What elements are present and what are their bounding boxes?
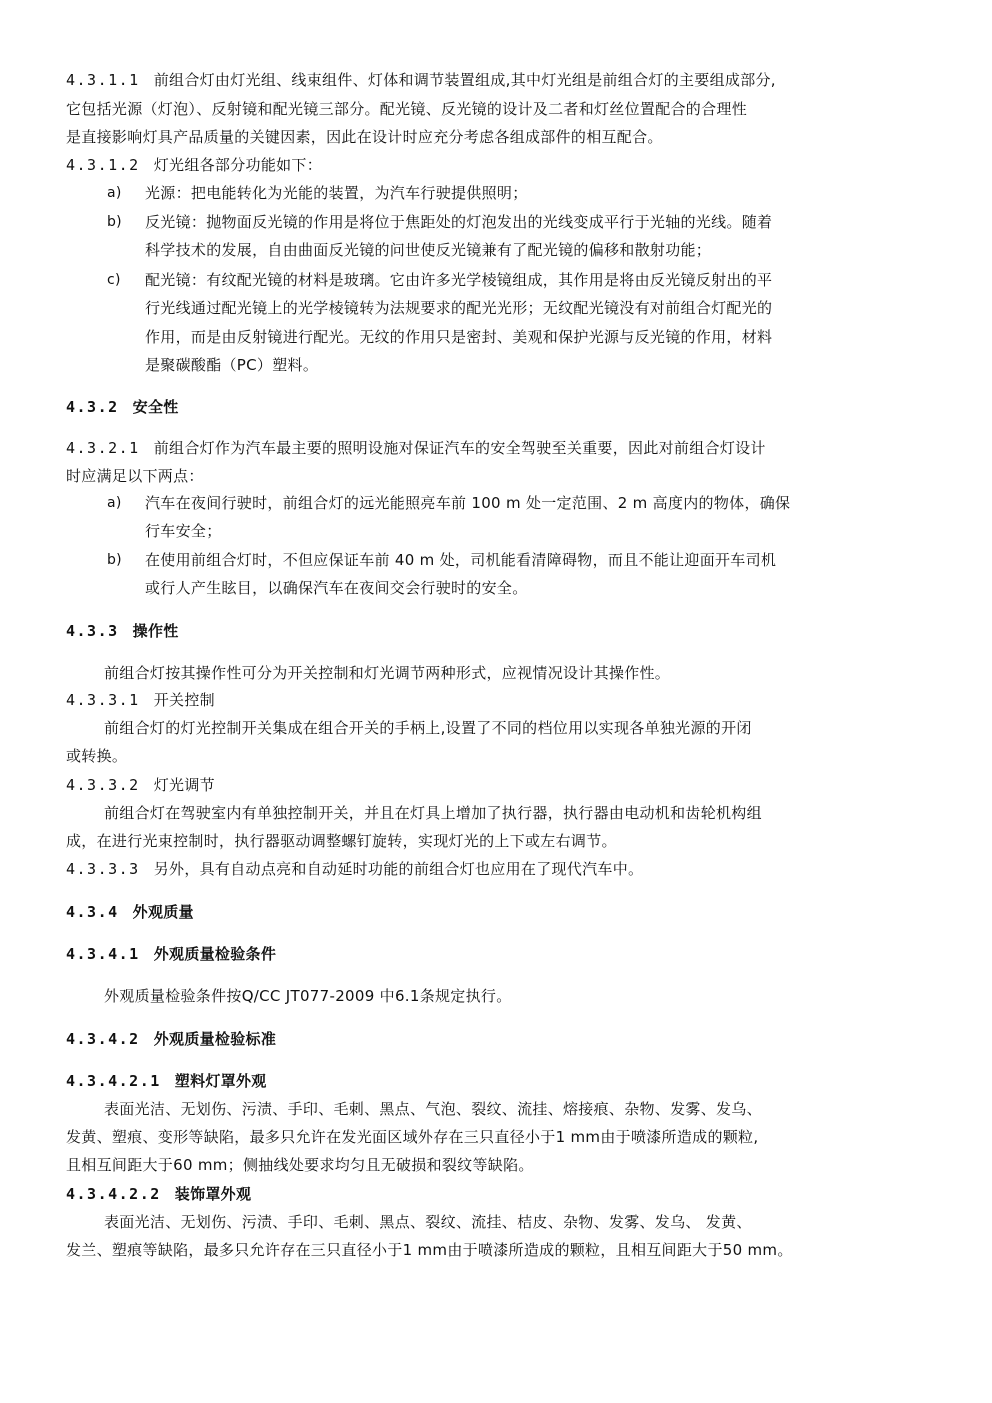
section-title: 外观质量 — [132, 903, 194, 921]
list-marker: a) — [107, 185, 122, 201]
section-number: 4.3.4 — [66, 903, 119, 921]
section-number: 4.3.3.2 — [66, 776, 140, 794]
list-item-text: 或行人产生眩目，以确保汽车在夜间交会行驶时的安全。 — [145, 579, 528, 597]
list-item-text: 反光镜：抛物面反光镜的作用是将位于焦距处的灯泡发出的光线变成平行于光轴的光线。随着 — [145, 213, 773, 231]
paragraph-text: 前组合灯作为汽车最主要的照明设施对保证汽车的安全驾驶至关重要，因此对前组合灯设计 — [153, 439, 766, 457]
list-item-text: 是聚碳酸酯（PC）塑料。 — [145, 356, 319, 374]
list-marker: b) — [107, 214, 122, 230]
paragraph-43421-line-1: 表面光洁、无划伤、污渍、手印、毛刺、黑点、气泡、裂纹、流挂、熔接痕、杂物、发雾、发乌、 — [104, 1100, 762, 1118]
paragraph-43422-line-2: 发兰、塑痕等缺陷，最多只允许存在三只直径小于1 mm由于喷漆所造成的颗粒，且相互间距大于50 mm。 — [66, 1241, 793, 1259]
paragraph-4321-line-1 — [66, 438, 766, 458]
heading-433 — [66, 621, 179, 641]
section-number: 4.3.4.2.1 — [66, 1072, 161, 1090]
section-title: 操作性 — [132, 622, 179, 640]
paragraph-4341: 外观质量检验条件按Q/CC JT077-2009 中6.1条规定执行。 — [104, 987, 512, 1005]
list-item-text: 汽车在夜间行驶时，前组合灯的远光能照亮车前 100 m 处一定范围、2 m 高度内的物体，确保 — [145, 494, 791, 512]
section-title: 外观质量检验条件 — [153, 945, 277, 963]
section-title: 装饰罩外观 — [174, 1185, 252, 1203]
heading-4312 — [66, 155, 322, 175]
section-number: 4.3.3.3 — [66, 860, 140, 878]
paragraph-4311-line-2: 它包括光源（灯泡）、反射镜和配光镜三部分。配光镜、反光镜的设计及二者和灯丝位置配合的合理性 — [66, 100, 748, 118]
section-number: 4.3.4.2 — [66, 1030, 140, 1048]
heading-4331 — [66, 690, 215, 710]
paragraph-4311-line-1 — [66, 70, 776, 90]
section-number: 4.3.2 — [66, 398, 119, 416]
list-item-text: 光源：把电能转化为光能的装置，为汽车行驶提供照明； — [145, 184, 528, 202]
list-marker: a) — [107, 495, 122, 511]
paragraph-4311-line-3: 是直接影响灯具产品质量的关键因素，因此在设计时应充分考虑各组成部件的相互配合。 — [66, 128, 663, 146]
list-item-text: 科学技术的发展，自由曲面反光镜的问世使反光镜兼有了配光镜的偏移和散射功能； — [145, 241, 712, 259]
list-item-text: 配光镜：有纹配光镜的材料是玻璃。它由许多光学棱镜组成，其作用是将由反光镜反射出的平 — [145, 271, 773, 289]
section-number: 4.3.1.1 — [66, 71, 140, 89]
paragraph-43421-line-3: 且相互间距大于60 mm；侧抽线处要求均匀且无破损和裂纹等缺陷。 — [66, 1156, 534, 1174]
heading-43421 — [66, 1071, 267, 1091]
paragraph-4332-line-1: 前组合灯在驾驶室内有单独控制开关，并且在灯具上增加了执行器，执行器由电动机和齿轮机构组 — [104, 804, 762, 822]
heading-432 — [66, 397, 179, 417]
paragraph-4331-line-2: 或转换。 — [66, 747, 128, 765]
paragraph-43421-line-2: 发黄、塑痕、变形等缺陷，最多只允许在发光面区域外存在三只直径小于1 mm由于喷漆所造成的颗粒, — [66, 1128, 759, 1146]
list-marker: b) — [107, 552, 122, 568]
section-title: 安全性 — [132, 398, 179, 416]
paragraph-4333 — [66, 859, 643, 879]
heading-4342 — [66, 1029, 276, 1049]
paragraph-4321-line-2: 时应满足以下两点： — [66, 467, 204, 485]
section-number: 4.3.4.1 — [66, 945, 140, 963]
paragraph-text: 前组合灯由灯光组、线束组件、灯体和调节装置组成,其中灯光组是前组合灯的主要组成部分, — [153, 71, 776, 89]
list-marker: c) — [107, 272, 121, 288]
paragraph-text: 另外，具有自动点亮和自动延时功能的前组合灯也应用在了现代汽车中。 — [153, 860, 644, 878]
section-number: 4.3.3 — [66, 622, 119, 640]
list-item-text: 行光线通过配光镜上的光学棱镜转为法规要求的配光光形；无纹配光镜没有对前组合灯配光的 — [145, 299, 773, 317]
list-item-text: 作用，而是由反射镜进行配光。无纹的作用只是密封、美观和保护光源与反光镜的作用，材料 — [145, 328, 773, 346]
list-item-text: 行车安全； — [145, 522, 222, 540]
section-title: 灯光组各部分功能如下： — [153, 156, 323, 174]
section-number: 4.3.3.1 — [66, 691, 140, 709]
section-number: 4.3.4.2.2 — [66, 1185, 161, 1203]
heading-4332 — [66, 775, 215, 795]
heading-4341 — [66, 944, 276, 964]
section-title: 塑料灯罩外观 — [174, 1072, 267, 1090]
section-number: 4.3.1.2 — [66, 156, 140, 174]
paragraph-433-intro: 前组合灯按其操作性可分为开关控制和灯光调节两种形式，应视情况设计其操作性。 — [104, 664, 671, 682]
paragraph-4332-line-2: 成，在进行光束控制时，执行器驱动调整螺钉旋转，实现灯光的上下或左右调节。 — [66, 832, 617, 850]
heading-43422 — [66, 1184, 251, 1204]
section-title: 开关控制 — [153, 691, 215, 709]
paragraph-4331-line-1: 前组合灯的灯光控制开关集成在组合开关的手柄上,设置了不同的档位用以实现各单独光源的开闭 — [104, 719, 752, 737]
section-number: 4.3.2.1 — [66, 439, 140, 457]
heading-434 — [66, 902, 194, 922]
list-item-text: 在使用前组合灯时，不但应保证车前 40 m 处，司机能看清障碍物，而且不能让迎面开车司机 — [145, 551, 777, 569]
paragraph-43422-line-1: 表面光洁、无划伤、污渍、手印、毛刺、黑点、裂纹、流挂、桔皮、杂物、发雾、发乌、 发黄、 — [104, 1213, 752, 1231]
section-title: 灯光调节 — [153, 776, 215, 794]
section-title: 外观质量检验标准 — [153, 1030, 277, 1048]
